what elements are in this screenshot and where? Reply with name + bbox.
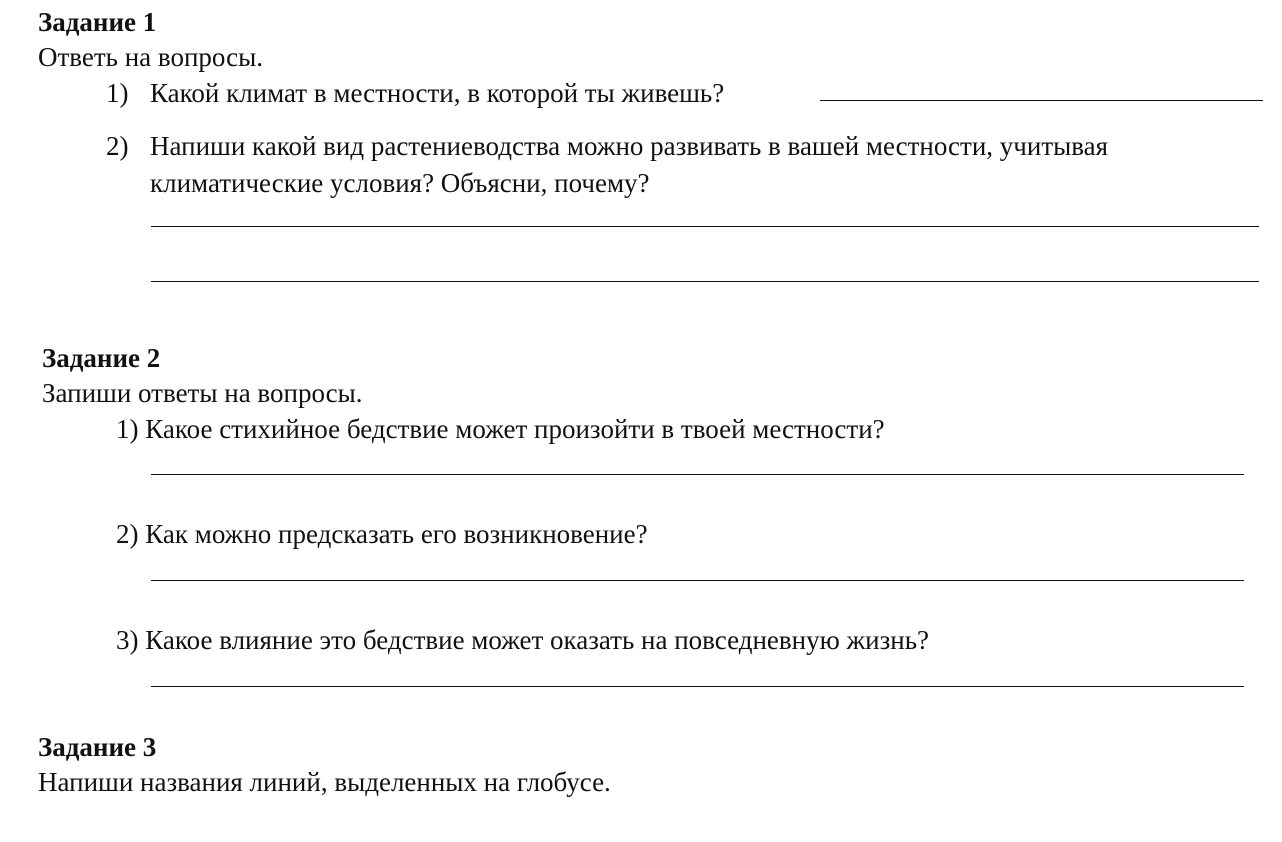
task2-q3-answer-line[interactable]: [151, 686, 1244, 687]
task1-instruction: Ответь на вопросы.: [38, 42, 263, 72]
task2-question-1: 1) Какое стихийное бедствие может произойти в твоей местности?: [116, 414, 885, 444]
question-text: Какой климат в местности, в которой ты живешь?: [150, 78, 725, 108]
task1-q2-answer-line-2[interactable]: [151, 281, 1259, 282]
task2-heading: Задание 2: [42, 343, 161, 373]
task2-instruction: Запиши ответы на вопросы.: [42, 378, 363, 408]
question-text: Напиши какой вид растениеводства можно развивать в вашей местности, учитывая: [150, 131, 1109, 161]
task3-heading: Задание 3: [38, 732, 157, 762]
task2-question-3: 3) Какое влияние это бедствие может оказать на повседневную жизнь?: [116, 625, 930, 655]
task2-question-2: 2) Как можно предсказать его возникновение?: [116, 519, 648, 549]
task1-q2-answer-line-1[interactable]: [151, 226, 1259, 227]
task1-q1-answer-line[interactable]: [820, 100, 1263, 101]
task2-q2-answer-line[interactable]: [151, 580, 1244, 581]
task2-q1-answer-line[interactable]: [151, 474, 1244, 475]
question-number: 1): [106, 78, 129, 108]
question-number: 2): [106, 131, 129, 161]
task1-heading: Задание 1: [38, 7, 157, 37]
task1-question-1: [106, 80, 724, 107]
task1-question-2-continuation: климатические условия? Объясни, почему?: [150, 168, 650, 198]
task1-question-2: [106, 133, 1108, 160]
task3-instruction: Напиши названия линий, выделенных на глобусе.: [38, 767, 611, 797]
